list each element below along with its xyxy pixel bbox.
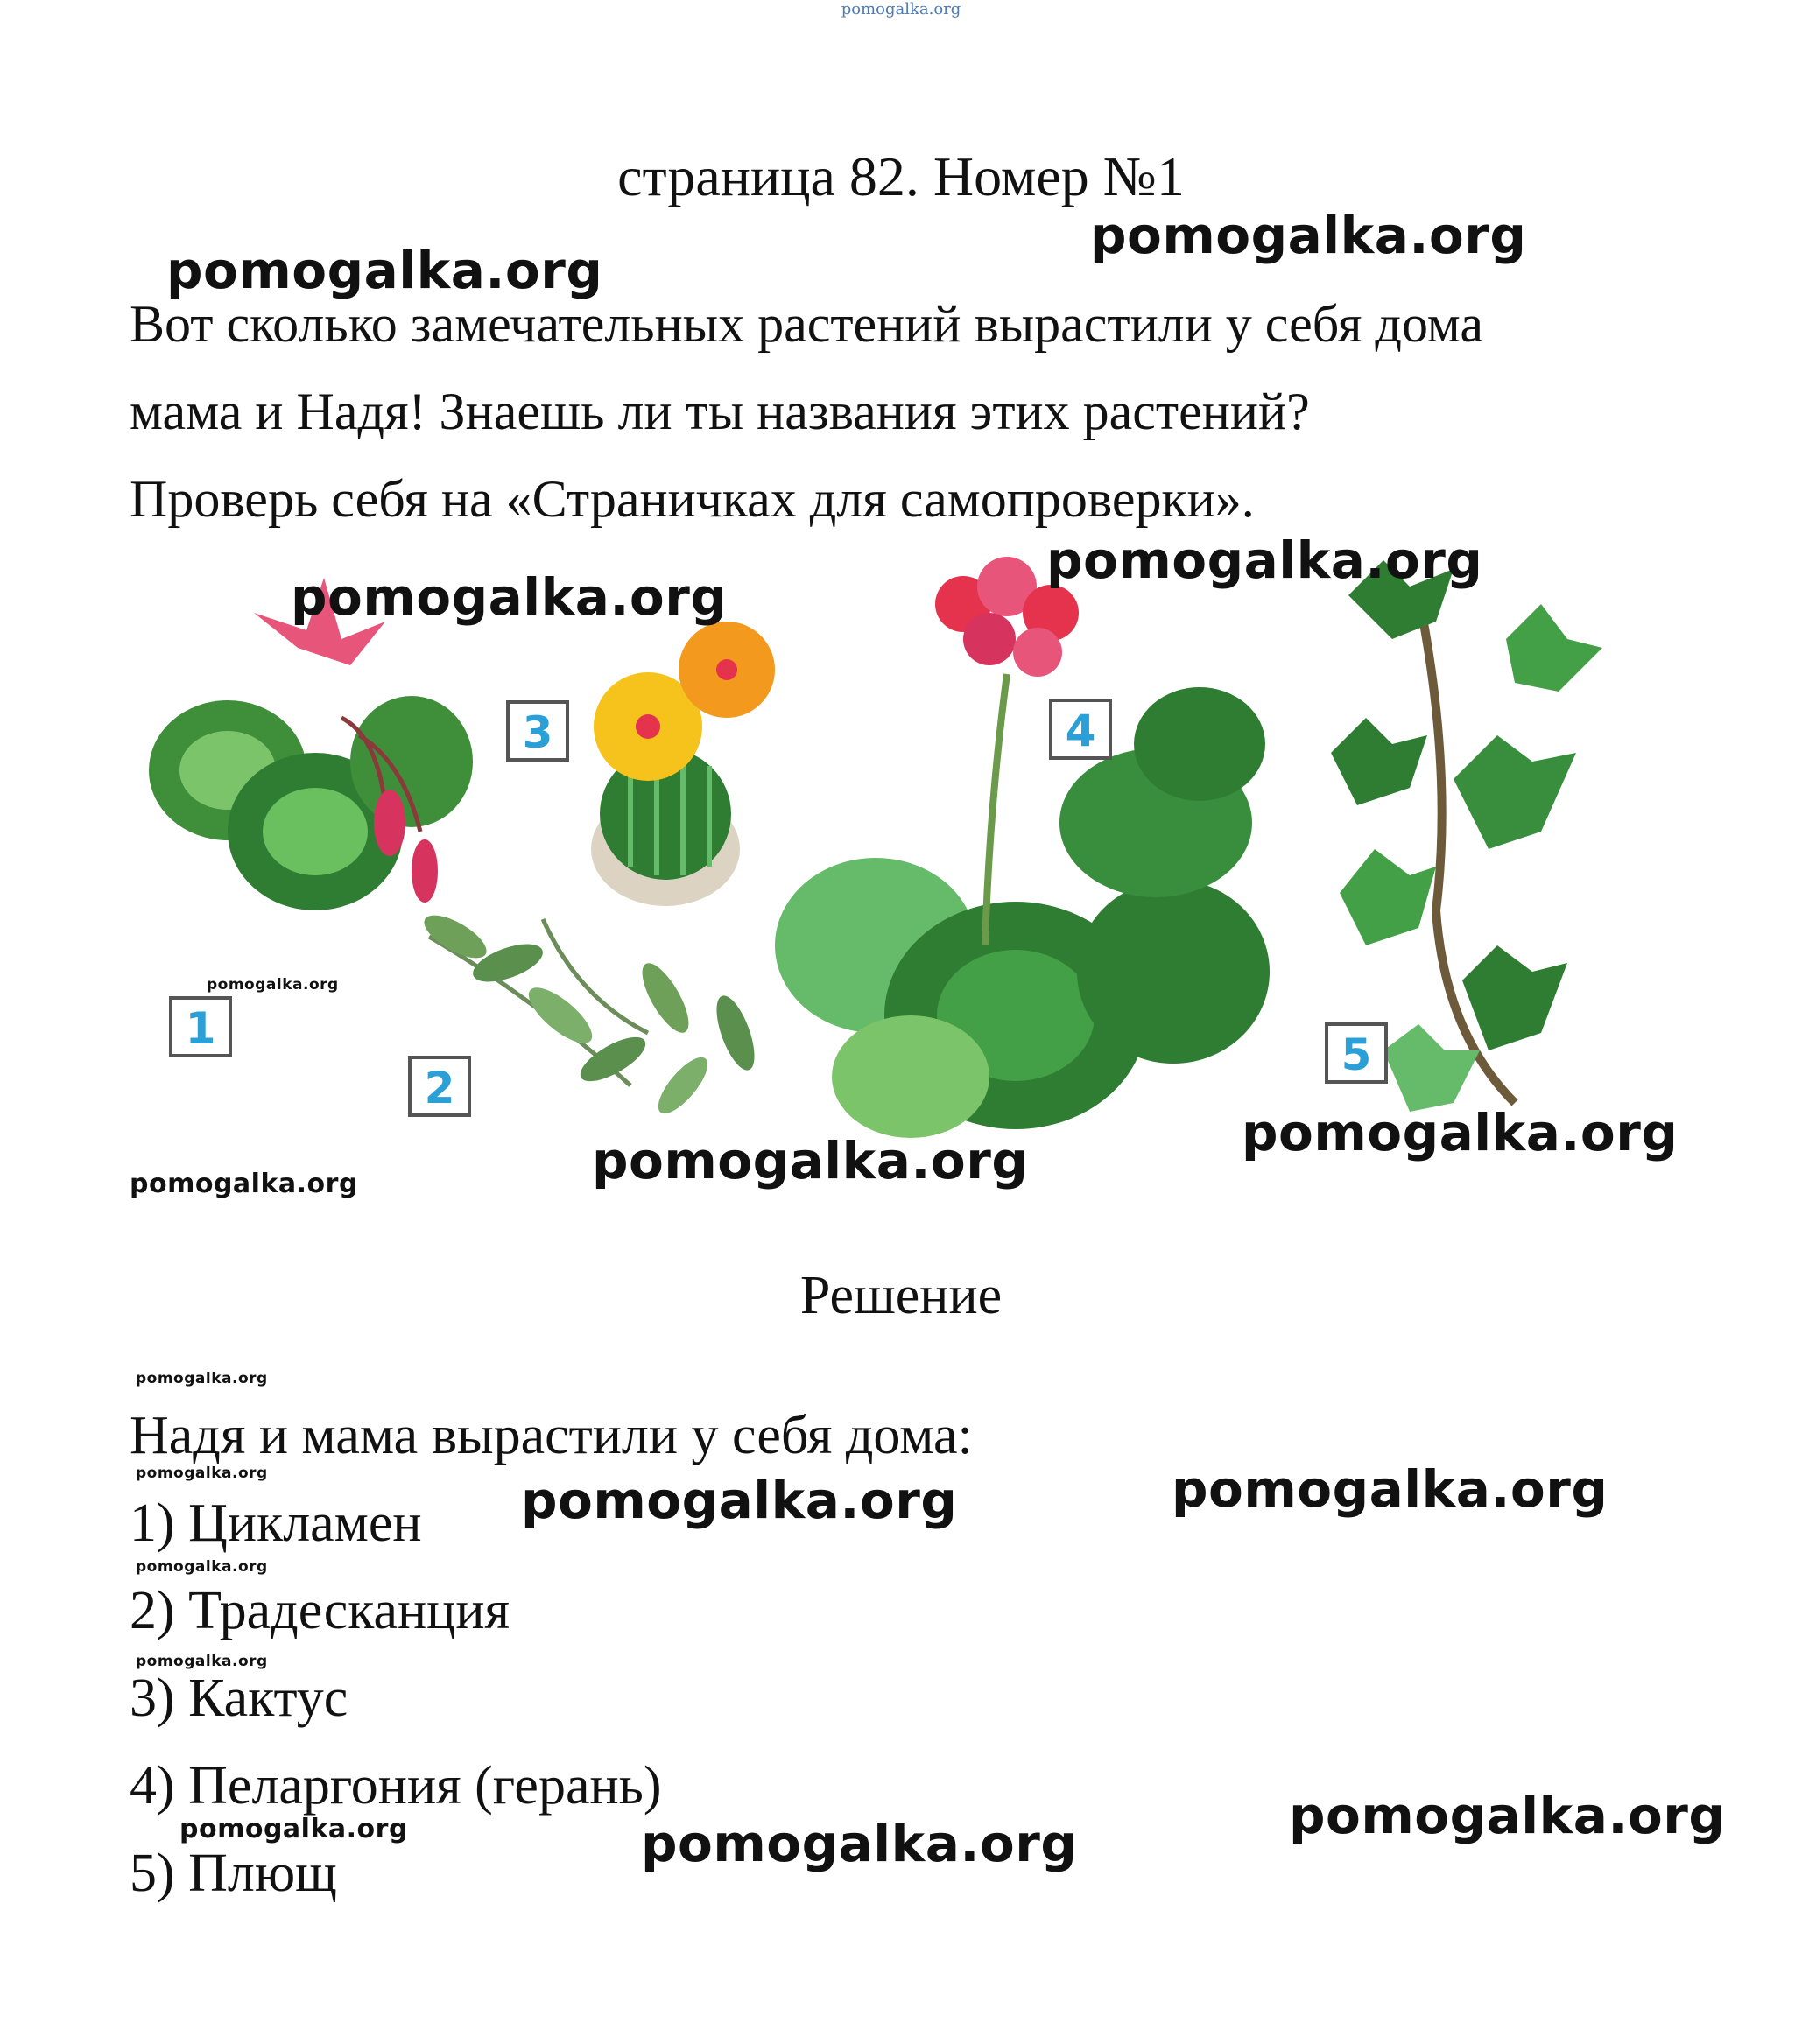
task-text [130,280,1706,543]
watermark: pomogalka.org [1289,1786,1726,1845]
label-5: 5 [1341,1029,1372,1080]
watermark: pomogalka.org [136,1370,268,1387]
task-line-2: мама и Надя! Знаешь ли ты названия этих растений? [130,383,1310,440]
answer-item: 5) Плющ [130,1844,337,1903]
answer-item: 1) Цикламен [130,1493,422,1553]
watermark: pomogalka.org [641,1814,1078,1873]
cactus-drawing [591,622,775,906]
watermark: pomogalka.org [291,567,728,627]
answer-item: 3) Кактус [130,1668,348,1728]
solution-title: Решение [799,1266,1003,1325]
watermark: pomogalka.org [1090,206,1527,265]
watermark: pomogalka.org [179,1814,408,1844]
label-2: 2 [424,1063,455,1113]
task-line-3: Проверь себя на «Страничках для самопроверки». [130,470,1255,528]
solution-intro: Надя и мама вырастили у себя дома: [130,1406,973,1465]
plants-illustration [123,543,1611,1191]
label-4: 4 [1065,706,1096,756]
task-line-1: Вот сколько замечательных растений вырастили у себя дома [130,295,1483,353]
watermark: pomogalka.org [136,1465,268,1482]
watermark: pomogalka.org [1172,1459,1608,1519]
top-watermark: pomogalka.org [841,0,961,18]
watermark: pomogalka.org [521,1471,958,1530]
cyclamen-drawing [149,578,473,910]
watermark: pomogalka.org [166,241,603,300]
page-title: страница 82. Номер №1 [617,145,1185,207]
pelargonium-drawing [775,557,1270,1138]
watermark: pomogalka.org [136,1653,268,1670]
watermark: pomogalka.org [136,1558,268,1576]
answer-item: 2) Традесканция [130,1581,510,1640]
watermark: pomogalka.org [1242,1103,1679,1162]
watermark: pomogalka.org [130,1169,358,1199]
watermark: pomogalka.org [207,976,339,994]
label-1: 1 [185,1003,216,1054]
watermark: pomogalka.org [592,1131,1029,1191]
answer-item: 4) Пеларгония (герань) [130,1756,662,1816]
watermark: pomogalka.org [1046,530,1483,590]
label-3: 3 [522,707,553,758]
